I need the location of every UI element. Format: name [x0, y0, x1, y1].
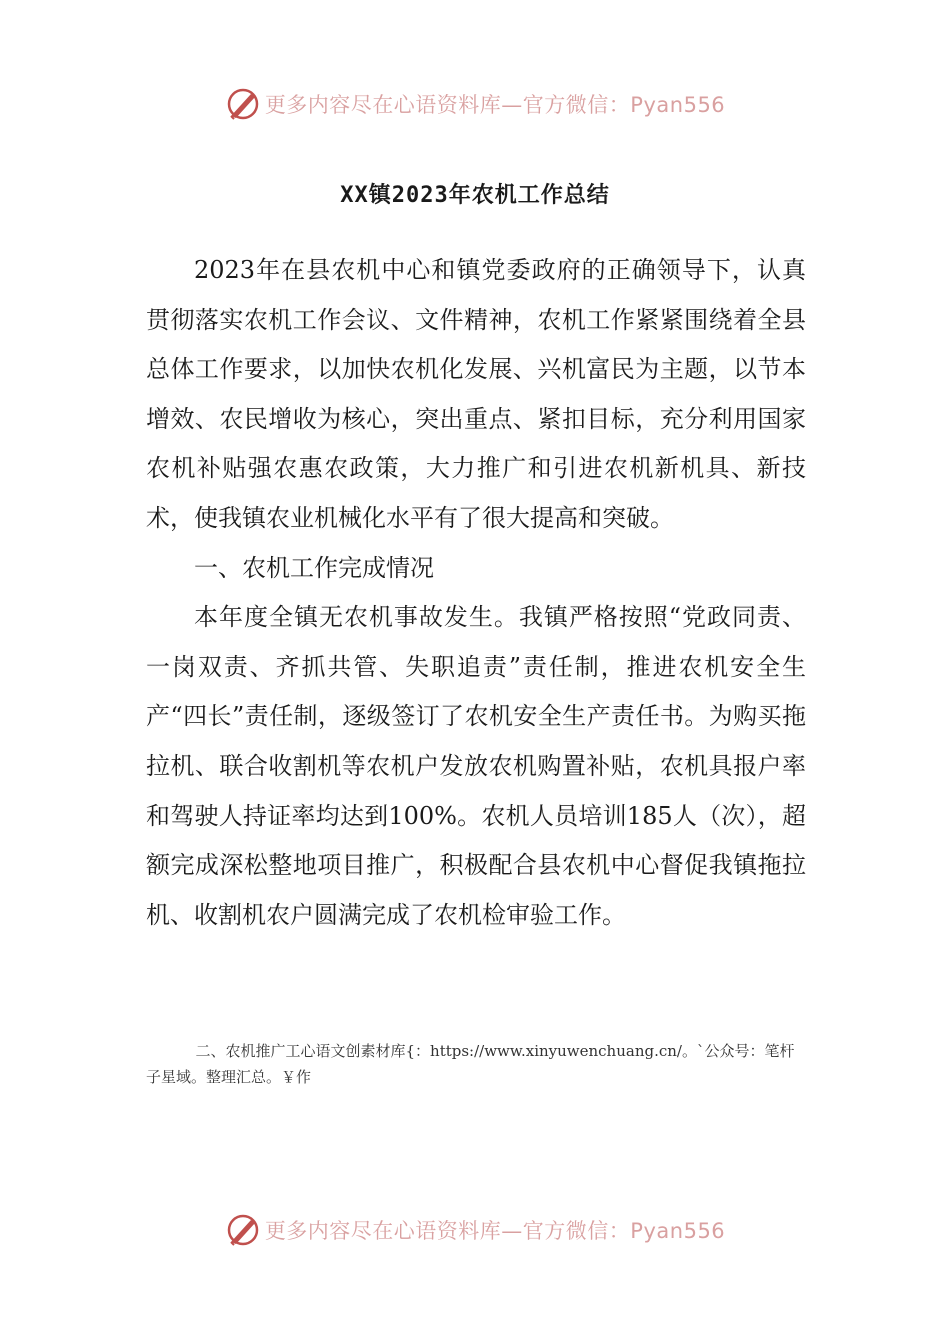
- watermark-footer: [0, 1210, 950, 1250]
- paragraph-intro: 2023年在县农机中心和镇党委政府的正确领导下，认真贯彻落实农机工作会议、文件精神，农机工作紧紧围绕着全县总体工作要求，以加快农机化发展、兴机富民为主题，以节本增效、农民增收为核心，突出重点、紧扣目标，充分利用国家农机补贴强农惠农政策，大力推广和引进农机新机具、新技术，使我镇农业机械化水平有了很大提高和突破。: [146, 256, 806, 532]
- footnote-text: 二、农机推广工心语文创素材库{：https://www.xinyuwenchuang.cn/。`公众号：笔杆子星域。整理汇总。￥作: [146, 1042, 795, 1086]
- watermark-header: [0, 84, 950, 124]
- document-title: XX镇2023年农机工作总结: [340, 183, 610, 208]
- section-heading: 一、农机工作完成情况: [194, 553, 434, 582]
- watermark-text: 更多内容尽在心语资料库—官方微信：Pyan556: [264, 93, 726, 117]
- watermark-text: 更多内容尽在心语资料库—官方微信：Pyan556: [264, 1219, 726, 1243]
- footnote: [146, 1038, 806, 1090]
- document-body: [146, 246, 806, 940]
- pen-logo-icon: [225, 86, 261, 122]
- pen-logo-icon: [225, 1212, 261, 1248]
- paragraph-section-1: 本年度全镇无农机事故发生。我镇严格按照“党政同责、一岗双责、齐抓共管、失职追责”责任制，推进农机安全生产“四长”责任制，逐级签订了农机安全生产责任书。为购买拖拉机、联合收割机等农机户发放农机购置补贴，农机具报户率和驾驶人持证率均达到100%。农机人员培训185人（次），超额完成深松整地项目推广，积极配合县农机中心督促我镇拖拉机、收割机农户圆满完成了农机检审验工作。: [146, 603, 806, 929]
